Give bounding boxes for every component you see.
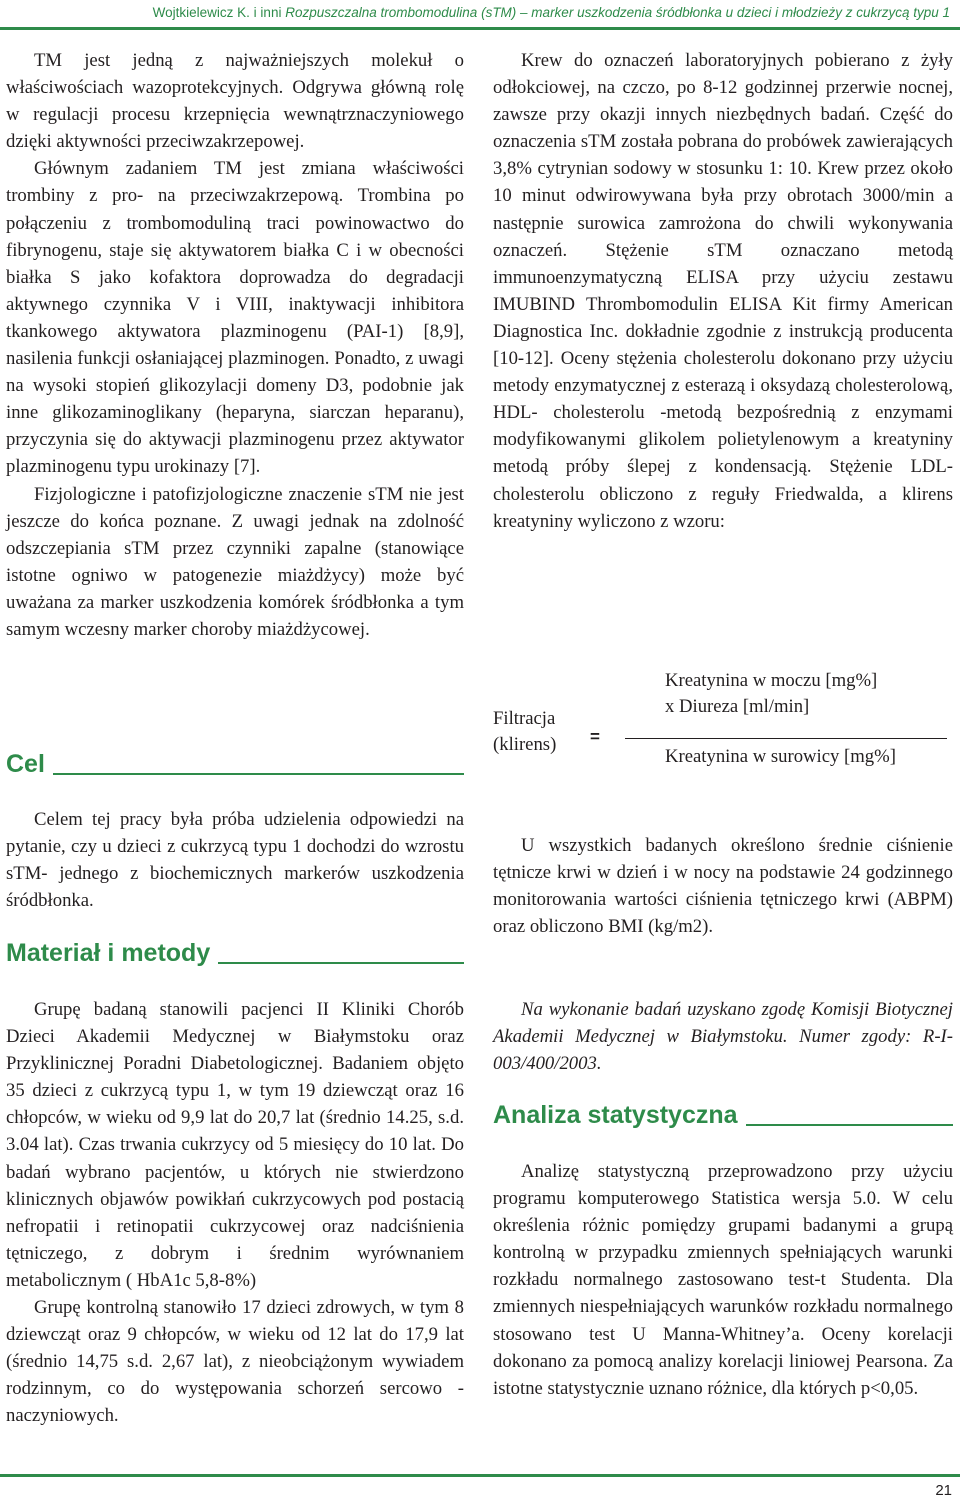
formula-lhs-line: Filtracja [493, 708, 556, 729]
left-column-intro [6, 47, 464, 643]
section-heading-cel [6, 750, 464, 778]
running-header-text [153, 5, 950, 20]
clearance-formula [493, 664, 953, 774]
analiza-text [493, 1158, 953, 1402]
running-header [0, 0, 960, 30]
heading-rule [53, 773, 464, 775]
formula-numerator [665, 668, 877, 720]
paragraph: U wszystkich badanych określono średnie ciśnienie tętnicze krwi w dzień i w nocy na podstawie 24 godzinnego monitorowania wartości ciśnienia tętniczego krwi (ABPM) oraz obliczono BMI (kg/m2). [493, 835, 953, 938]
formula-lhs-line: (klirens) [493, 734, 557, 755]
right-column-methods [493, 47, 953, 535]
heading-rule [218, 962, 464, 964]
ethics-note [493, 996, 953, 1077]
paragraph: Na wykonanie badań uzyskano zgodę Komisji Biotycznej Akademii Medycznej w Białymstoku. Numer zgody: R-I-003/400/2003. [493, 999, 953, 1075]
section-heading-analiza [493, 1101, 953, 1129]
cel-text [6, 806, 464, 914]
paragraph: Fizjologiczne i patofizjologiczne znaczenie sTM nie jest jeszcze do końca poznane. Z uwagi jednak na zdolność odszczepiania sTM przez czynniki zapalne (stanowiące istotne ogniwo w patogenezie miażdżycy) może być uważana za marker uszkodzenia komórek śródbłonka a tym samym wczesny marker choroby miażdżycowej. [6, 483, 464, 640]
formula-numerator-line: Kreatynina w moczu [mg%] [665, 670, 878, 691]
section-heading-text: Analiza statystyczna [493, 1101, 738, 1129]
heading-rule [746, 1124, 953, 1126]
section-heading-material [6, 939, 464, 967]
page-number: 21 [935, 1482, 952, 1499]
bp-bmi-text [493, 832, 953, 940]
fraction-bar [625, 738, 947, 739]
paragraph: Celem tej pracy była próba udzielenia odpowiedzi na pytanie, czy u dzieci z cukrzycą typu 1 dochodzi do wzrostu sTM- jednego z biochemicznych markerów uszkodzenia śródbłonka. [6, 809, 464, 912]
paragraph: Grupę badaną stanowili pacjenci II Kliniki Chorób Dzieci Akademii Medycznej w Białymstoku oraz Przyklinicznej Poradni Diabetologicznej. Badaniem objęto 35 dzieci z cukrzycą typu 1, w tym 19 dziewcząt oraz 16 chłopców, w wieku od 9,9 lat do 20,7 lat (średnio 14.25, s.d. 3.04 lat). Czas trwania cukrzycy od 5 miesięcy do 10 lat. Do badań wybrano pacjentów, u których nie stwierdzono klinicznych objawów powikłań cukrzycowych pod postacią nefropatii i retinopatii cukrzycowej oraz nadciśnienia tętniczego, z dobrym i średnim wyrównaniem metabolicznym ( HbA1c 5,8-8%) [6, 999, 464, 1291]
header-authors: Wojtkielewicz K. i inni [152, 5, 282, 20]
paragraph: Analizę statystyczną przeprowadzono przy użyciu programu komputerowego Statistica wersja 5.0. W celu określenia różnic pomiędzy grupami badanymi a grupą kontrolną w przypadku zmiennych spełniających warunki rozkładu normalnego zastosowano test-t Studenta. Dla zmiennych niespełniających warunków rozkładu normalnego stosowano test U Manna-Whitney’a. Oceny korelacji dokonano za pomocą analizy korelacji liniowej Pearsona. Za istotne statystycznie uznano różnice, dla których p<0,05. [493, 1161, 953, 1399]
formula-denominator: Kreatynina w surowicy [mg%] [665, 746, 896, 767]
paragraph: Krew do oznaczeń laboratoryjnych pobierano z żyły odłokciowej, na czczo, po 8-12 godzinnej przerwie nocnej, zawsze przy okazji innych niezbędnych badań. Część do oznaczenia sTM została pobrana do probówek zawierających 3,8% cytrynian sodowy w stosunku 1: 10. Krew przez około 10 minut odwirowywana była przy obrotach 3000/min a następnie surowica zamrożona do chwili wykonywania oznaczeń. Stężenie sTM oznaczano metodą immunoenzymatyczną ELISA przy użyciu zestawu IMUBIND Thrombomodulin ELISA Kit firmy American Diagnostica Inc. dokładnie zgodnie z instrukcją producenta [10-12]. Oceny stężenia cholesterolu dokonano przy użyciu metody enzymatycznej z esterazą i oksydazą cholesterolową, HDL- cholesterolu -metodą bezpośrednią z enzymami modyfikowanymi glikolem polietylenowym a kreatyniny metodą próby ślepej z kondensacją. Stężenie LDL- cholesterolu obliczono z reguły Friedwalda, a klirens kreatyniny wyliczono z wzoru: [493, 50, 953, 532]
section-heading-text: Materiał i metody [6, 939, 211, 967]
paragraph: TM jest jedną z najważniejszych molekuł o właściwościach wazoprotekcyjnych. Odgrywa główną rolę w regulacji procesu krzepnięcia wewnątrznaczyniowego dzięki aktywności przeciwzakrzepowej. [6, 50, 464, 153]
header-title: Rozpuszczalna trombomodulina (sTM) – marker uszkodzenia śródbłonka u dzieci i młodzieży z cukrzycą typu 1 [285, 5, 950, 20]
material-text [6, 996, 464, 1430]
paragraph: Grupę kontrolną stanowiło 17 dzieci zdrowych, w tym 8 dziewcząt oraz 9 chłopców, w wieku od 12 lat do 17,9 lat (średnio 14,75 s.d. 2,67 lat), z nieobciążonym wywiadem rodzinnym, co do występowania schorzeń sercowo -naczyniowych. [6, 1297, 464, 1427]
formula-numerator-line: x Diureza [ml/min] [665, 696, 810, 717]
paragraph: Głównym zadaniem TM jest zmiana właściwości trombiny z pro- na przeciwzakrzepową. Trombina po połączeniu z trombomoduliną traci powinowactwo do fibrynogenu, staje się aktywatorem białka C i w obecności białka S jako kofaktora doprowadza do degradacji aktywnego czynnika V i VIII, inaktywacji inhibitora tkankowego aktywatora plazminogenu (PAI-1) [8,9], nasilenia funkcji osłaniającej plazminogen. Ponadto, z uwagi na wysoki stopień glikozylacji domeny D3, podobnie jak inne glikozaminoglikany (heparyna, siarczan heparanu), przyczynia się do aktywacji plazminogenu przez aktywator plazminogenu typu urokinazy [7]. [6, 158, 464, 478]
formula-lhs [493, 706, 556, 758]
formula-equals: = [590, 727, 600, 746]
section-heading-text: Cel [6, 750, 45, 778]
footer-rule [0, 1474, 960, 1477]
